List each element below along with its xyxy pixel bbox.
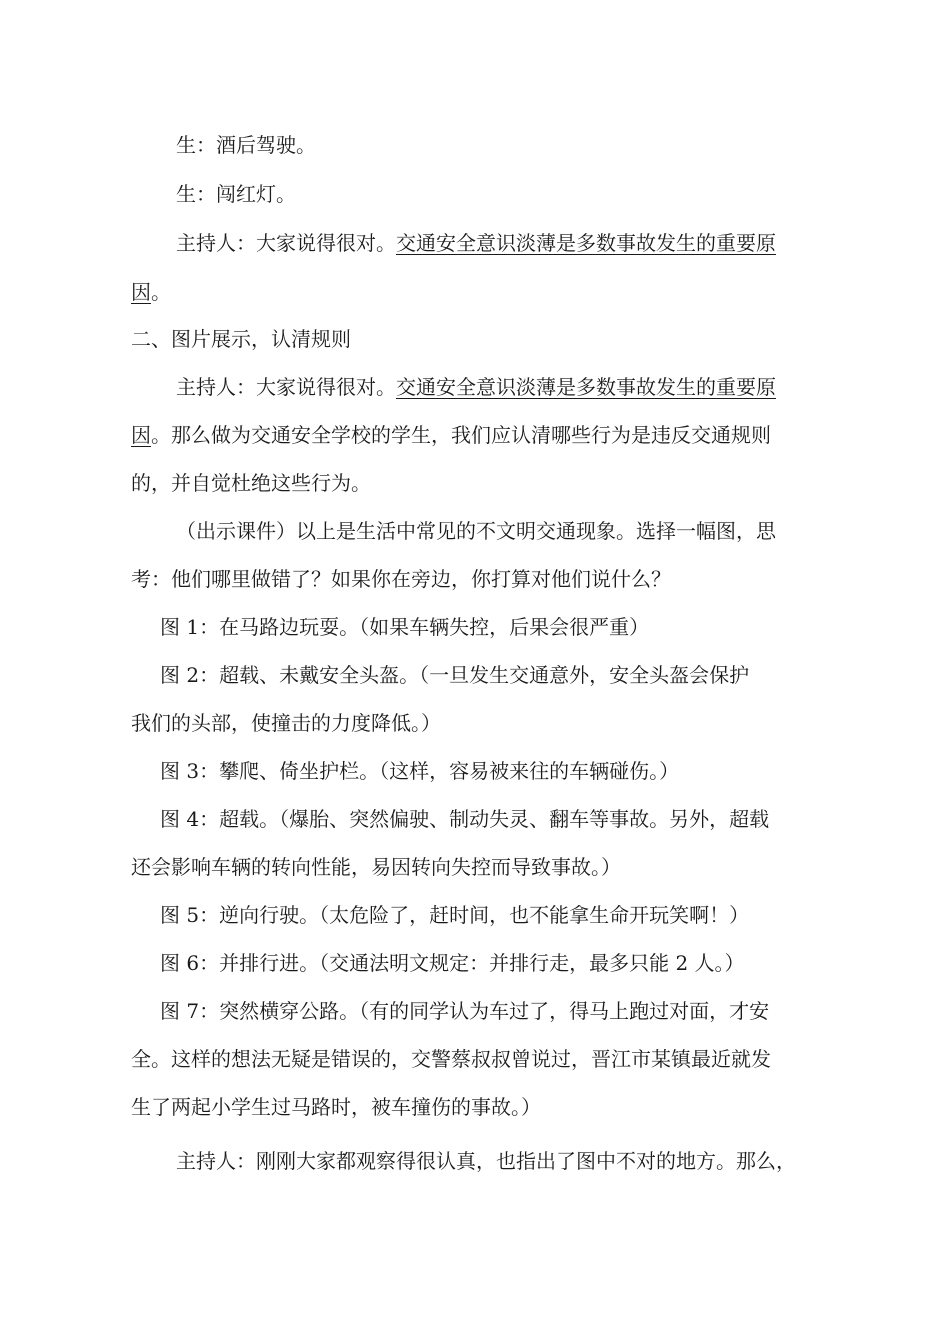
- dialogue-line: 生：酒后驾驶。: [176, 133, 316, 157]
- figure-item-continued: 全。这样的想法无疑是错误的，交警蔡叔叔曾说过，晋江市某镇最近就发: [131, 1047, 771, 1071]
- figure-item: 图 7：突然横穿公路。（有的同学认为车过了，得马上跑过对面，才安: [160, 999, 770, 1023]
- figure-item: 图 1：在马路边玩耍。（如果车辆失控，后果会很严重）: [160, 615, 650, 639]
- host-line: 主持人：大家说得很对。交通安全意识淡薄是多数事故发生的重要原: [176, 375, 776, 399]
- host-line-continued: 因。那么做为交通安全学校的学生，我们应认清哪些行为是违反交通规则: [131, 423, 771, 447]
- underlined-phrase: 因: [131, 280, 151, 304]
- underlined-phrase: 交通安全意识淡薄是多数事故发生的重要原: [396, 231, 776, 255]
- figure-item-continued: 还会影响车辆的转向性能，易因转向失控而导致事故。）: [131, 855, 621, 879]
- figure-item: 图 4：超载。（爆胎、突然偏驶、制动失灵、翻车等事故。另外，超载: [160, 807, 770, 831]
- figure-item: 图 2：超载、未戴安全头盔。（一旦发生交通意外，安全头盔会保护: [160, 663, 750, 687]
- figure-item-continued: 我们的头部，使撞击的力度降低。）: [131, 711, 441, 735]
- host-line-continued: 的，并自觉杜绝这些行为。: [131, 471, 371, 495]
- host-line-continued: 因。: [131, 280, 171, 304]
- section-heading: 二、图片展示，认清规则: [131, 327, 351, 351]
- courseware-line-continued: 考：他们哪里做错了？如果你在旁边，你打算对他们说什么？: [131, 567, 671, 591]
- host-line: 主持人：大家说得很对。交通安全意识淡薄是多数事故发生的重要原: [176, 231, 776, 255]
- figure-item-continued: 生了两起小学生过马路时，被车撞伤的事故。）: [131, 1095, 541, 1119]
- courseware-line: （出示课件）以上是生活中常见的不文明交通现象。选择一幅图，思: [176, 519, 776, 543]
- figure-item: 图 5：逆向行驶。（太危险了，赶时间，也不能拿生命开玩笑啊！）: [160, 903, 750, 927]
- figure-item: 图 3：攀爬、倚坐护栏。（这样，容易被来往的车辆碰伤。）: [160, 759, 680, 783]
- underlined-phrase: 交通安全意识淡薄是多数事故发生的重要原: [396, 375, 776, 399]
- host-line: 主持人：刚刚大家都观察得很认真，也指出了图中不对的地方。那么，: [176, 1149, 796, 1173]
- dialogue-line: 生：闯红灯。: [176, 182, 296, 206]
- figure-item: 图 6：并排行进。（交通法明文规定：并排行走，最多只能 2 人。）: [160, 951, 745, 975]
- underlined-phrase: 因: [131, 423, 151, 447]
